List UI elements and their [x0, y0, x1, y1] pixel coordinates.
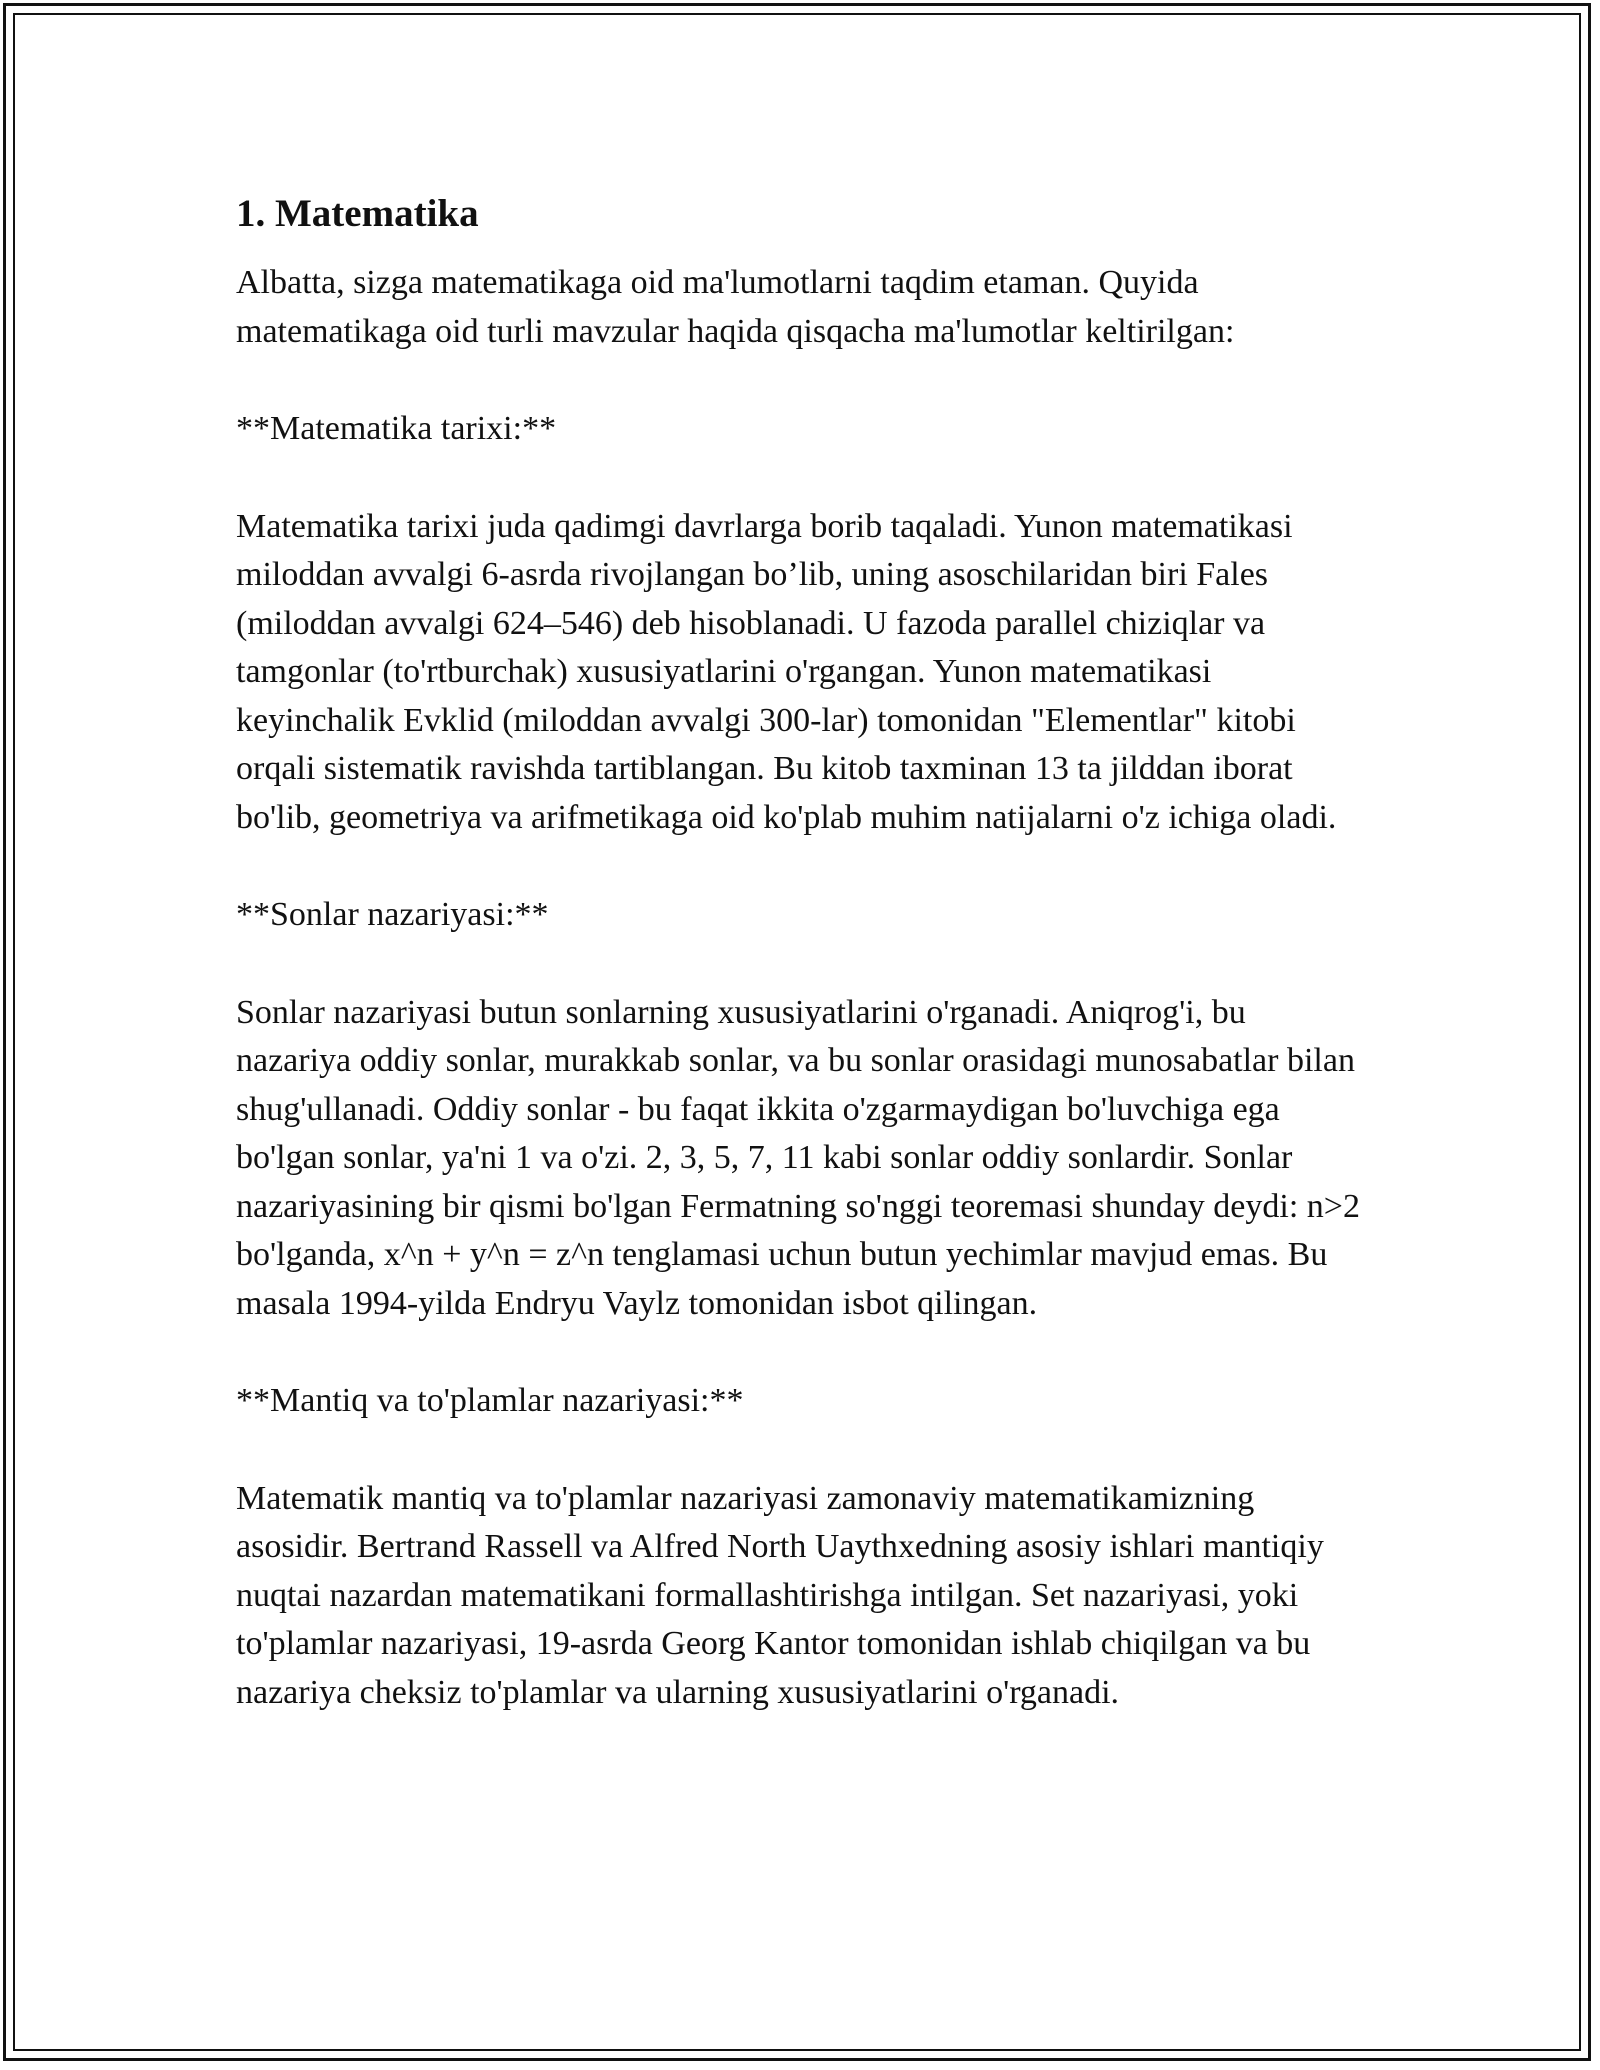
document-body — [236, 185, 1366, 1766]
intro-paragraph: Albatta, sizga matematikaga oid ma'lumotlarni taqdim etaman. Quyida matematikaga oid turli mavzular haqida qisqacha ma'lumotlar keltirilgan: — [236, 264, 1235, 350]
section-heading-history: **Matematika tarixi:** — [236, 410, 557, 447]
section-heading-logic-sets: **Mantiq va to'plamlar nazariyasi:** — [236, 1382, 744, 1419]
history-paragraph: Matematika tarixi juda qadimgi davrlarga borib taqaladi. Yunon matematikasi miloddan avvalgi 6-asrda rivojlangan bo’lib, uning asoschilaridan biri Fales (miloddan avvalgi 624–546) deb hisoblanadi. U fazoda parallel chiziqlar va tamgonlar (to'rtburchak) xususiyatlarini o'rgangan. Yunon matematikasi keyinchalik Evklid (miloddan avvalgi 300-lar) tomonidan "Elementlar" kitobi orqali sistematik ravishda tartiblangan. Bu kitob taxminan 13 ta jilddan iborat bo'lib, geometriya va arifmetikaga oid ko'plab muhim natijalarni o'z ichiga oladi. — [236, 507, 1337, 836]
number-theory-paragraph: Sonlar nazariyasi butun sonlarning xususiyatlarini o'rganadi. Aniqrog'i, bu nazariya oddiy sonlar, murakkab sonlar, va bu sonlar orasidagi munosabatlar bilan shug'ullanadi. Oddiy sonlar - bu faqat ikkita o'zgarmaydigan bo'luvchiga ega bo'lgan sonlar, ya'ni 1 va o'zi. 2, 3, 5, 7, 11 kabi sonlar oddiy sonlardir. Sonlar nazariyasining bir qismi bo'lgan Fermatning so'nggi teoremasi shunday deydi: n>2 bo'lganda, x^n + y^n = z^n tenglamasi uchun butun yechimlar mavjud emas. Bu masala 1994-yilda Endryu Vaylz tomonidan isbot qilingan. — [236, 993, 1360, 1322]
section-heading-number-theory: **Sonlar nazariyasi:** — [236, 896, 549, 933]
document-title: 1. Matematika — [236, 192, 479, 235]
logic-sets-paragraph: Matematik mantiq va to'plamlar nazariyasi zamonaviy matematikamizning asosidir. Bertrand Rassell va Alfred North Uaythxedning asosiy ishlari mantiqiy nuqtai nazardan matematikani formallashtirishga intilgan. Set nazariyasi, yoki to'plamlar nazariyasi, 19-asrda Georg Kantor tomonidan ishlab chiqilgan va bu nazariya cheksiz to'plamlar va ularning xususiyatlarini o'rganadi. — [236, 1479, 1324, 1711]
